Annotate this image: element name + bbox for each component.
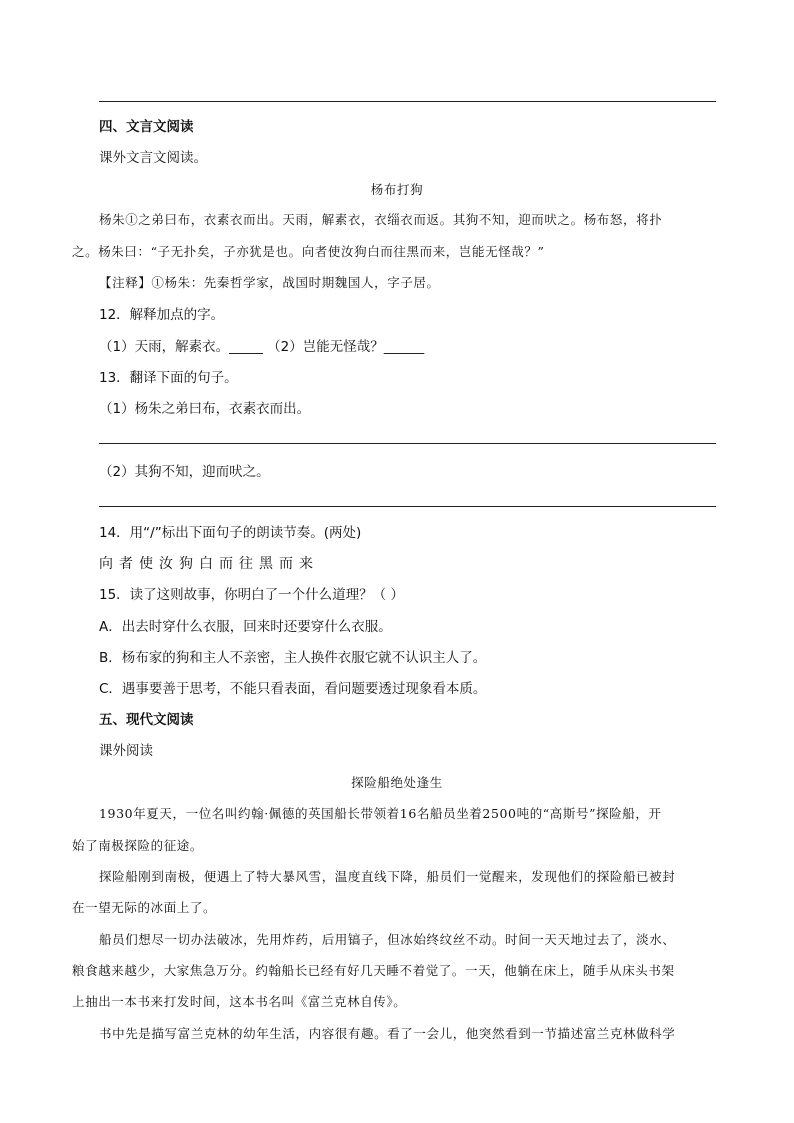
option-b: B．杨布家的狗和主人不亲密，主人换件衣服它就不认识主人了。 <box>99 650 487 666</box>
top-divider <box>99 101 716 102</box>
story-line: 在一望无际的冰面上了。 <box>72 900 217 915</box>
option-c: C．遇事要善于思考，不能只看表面，看问题要透过现象看本质。 <box>99 681 487 697</box>
annotation-note: 【注释】①杨朱：先秦哲学家，战国时期魏国人，字子居。 <box>99 275 440 290</box>
question-12: 12．解释加点的字。 <box>99 307 225 323</box>
story-title: 探险船绝处逢生 <box>351 775 443 790</box>
passage-line: 之。杨朱曰：“子无扑矣，子亦犹是也。向者使汝狗白而往黑而来，岂能无怪哉？” <box>72 244 545 259</box>
question-13: 13．翻译下面的句子。 <box>99 370 238 386</box>
question-12-items: （1）天雨，解素衣。_____ （2）岂能无怪哉？______ <box>99 339 425 355</box>
story-line: 船员们想尽一切办法破冰，先用炸药，后用镐子，但冰始终纹丝不动。时间一天天地过去了，淡水、 <box>99 932 676 947</box>
story-line: 探险船刚到南极，便遇上了特大暴风雪，温度直线下降，船员们一觉醒来，发现他们的探险船已被封 <box>99 869 676 884</box>
story-line: 书中先是描写富兰克林的幼年生活，内容很有趣。看了一会儿，他突然看到一节描述富兰克林做科学 <box>99 1026 676 1041</box>
section4-intro: 课外文言文阅读。 <box>99 150 207 166</box>
section5-heading: 五、现代文阅读 <box>99 712 194 728</box>
question-15: 15．读了这则故事，你明白了一个什么道理？（ ） <box>99 587 404 603</box>
section4-heading: 四、文言文阅读 <box>99 119 194 135</box>
story-line: 上抽出一本书来打发时间，这本书名叫《富兰克林自传》。 <box>72 994 407 1009</box>
question-13-item-2: （2）其狗不知，迎而吠之。 <box>99 464 270 480</box>
question-14-sentence: 向者使汝狗白而往黑而来 <box>99 556 319 572</box>
question-13-item-1: （1）杨朱之弟曰布，衣素衣而出。 <box>99 401 311 417</box>
question-14: 14．用“/”标出下面句子的朗读节奏。(两处) <box>99 525 362 541</box>
answer-line <box>99 506 716 507</box>
story-line: 始了南极探险的征途。 <box>72 838 204 853</box>
story-line: 1930年夏天，一位名叫约翰·佩德的英国船长带领着16名船员坐着2500吨的“高斯号”探险船，开 <box>99 806 662 821</box>
passage-line: 杨朱①之弟曰布，衣素衣而出。天雨，解素衣，衣缁衣而返。其狗不知，迎而吠之。杨布怒，将扑 <box>99 212 663 227</box>
section5-intro: 课外阅读 <box>99 743 153 759</box>
option-a: A．出去时穿什么衣服，回来时还要穿什么衣服。 <box>99 619 392 635</box>
passage-title: 杨布打狗 <box>370 182 424 197</box>
answer-line <box>99 443 716 444</box>
story-line: 粮食越来越少，大家焦急万分。约翰船长已经有好几天睡不着觉了。一天，他躺在床上，随手从床头书架 <box>72 963 675 978</box>
